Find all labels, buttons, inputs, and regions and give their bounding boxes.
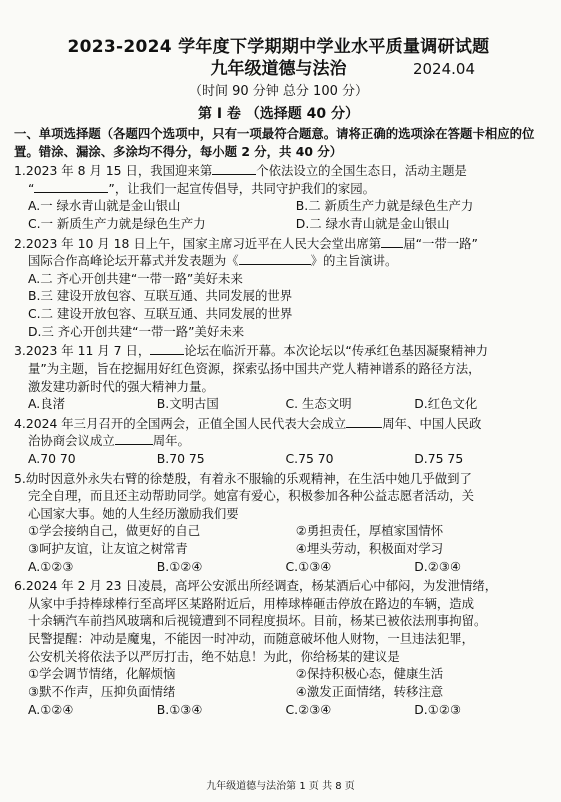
part-title: 第 Ⅰ 卷 （选择题 40 分）: [197, 106, 360, 122]
statement-4: ④埋头劳动，积极面对学习: [295, 541, 444, 557]
question-4: [14, 415, 543, 468]
option-row: [14, 450, 543, 468]
option-d: D.①②③: [414, 701, 462, 717]
question-stem: 公安机关将依法予以严厉打击，绝不姑息！为此，你给杨某的建议是: [28, 648, 400, 664]
option-d: D.红色文化: [414, 396, 478, 412]
option-row: [14, 701, 543, 719]
statement-row: [14, 540, 543, 558]
option-a: A.一 绿水青山就是金山银山: [28, 198, 181, 214]
option-a: A.二 齐心开创共建“一带一路”美好未来: [28, 270, 243, 286]
option-a: A.①②④: [28, 701, 74, 717]
option-row: [14, 215, 543, 233]
option-d: D.②③④: [414, 558, 462, 574]
time-info: （时间 90 分钟 总分 100 分）: [188, 84, 369, 99]
option-b: B.①②④: [156, 558, 203, 574]
option-b: B.三 建设开放包容、互联互通、共同发展的世界: [28, 288, 293, 304]
statement-1: ①学会调节情绪，化解烦恼: [28, 666, 176, 682]
question-stem: 激发建功新时代的强大精神力量。: [28, 378, 214, 394]
statement-row: [14, 683, 543, 701]
question-stem: 国际合作高峰论坛开幕式并发表题为《 》的主旨演讲。: [28, 253, 398, 269]
option-c: C. 生态文明: [285, 396, 352, 412]
option-a: A.70 70: [28, 450, 76, 466]
question-6: [14, 577, 543, 718]
question-1: [14, 162, 543, 232]
option-row: [14, 558, 543, 576]
statement-1: ①学会接纳自己，做更好的自己: [28, 523, 201, 539]
option-d: D.三 齐心开创共建“一带一路”美好未来: [28, 323, 245, 339]
question-stem: 1.2023 年 8 月 15 日，我国迎来第 个依法设立的全国生态日，活动主题是: [14, 163, 467, 179]
statement-2: ②保持积极心态，健康生活: [295, 666, 444, 682]
option-c: C.75 70: [285, 450, 334, 466]
exam-title: 2023-2024 学年度下学期期中学业水平质量调研试题: [67, 37, 490, 57]
option-c: C.一 新质生产力就是绿色生产力: [28, 216, 206, 232]
question-stem: 治协商会议成立 周年。: [28, 433, 190, 449]
question-stem: 4.2024 年三月召开的全国两会，正值全国人民代表大会成立 周年、中国人民政: [14, 415, 482, 431]
option-c: C.二 建设开放包容、互联互通、共同发展的世界: [28, 306, 293, 322]
question-stem: 完全自理，而且还主动帮助同学。她富有爱心，积极参加各种公益志愿者活动，关: [28, 488, 475, 504]
option-d: D.二 绿水青山就是金山银山: [295, 216, 450, 232]
subject-name: 九年级道德与法治: [210, 59, 347, 79]
question-3: [14, 342, 543, 412]
exam-date: 2024.04: [412, 60, 475, 78]
statement-3: ③呵护友谊，让友谊之树常青: [28, 541, 188, 557]
option-b: B.70 75: [156, 450, 205, 466]
question-stem: 6.2024 年 2 月 23 日凌晨，高坪公安派出所经调查，杨某酒后心中郁闷，为发泄情绪，: [14, 578, 498, 594]
question-stem: 十余辆汽车前挡风玻璃和后视镜遭到不同程度损坏。目前，杨某已被依法刑事拘留。: [28, 613, 487, 629]
question-5: [14, 470, 543, 576]
option-d: D.75 75: [414, 450, 464, 466]
statement-row: [14, 522, 543, 540]
option-c: C.①③④: [285, 558, 332, 574]
question-stem: 2.2023 年 10 月 18 日上午，国家主席习近平在人民大会堂出席第 届“一带一路”: [14, 235, 478, 251]
option-b: B.二 新质生产力就是绿色生产力: [295, 198, 474, 214]
section-heading: 一、单项选择题（各题四个选项中，只有一项最符合题意。请将正确的选项涂在答题卡相应的位置。错涂、漏涂、多涂均不得分，每小题 2 分，共 40 分）: [14, 126, 535, 159]
option-row: [14, 395, 543, 413]
option-a: A.①②③: [28, 558, 74, 574]
question-stem: 3.2023 年 11 月 7 日， 论坛在临沂开幕。本次论坛以“传承红色基因凝聚精神力: [14, 343, 489, 359]
option-b: B.文明古国: [156, 396, 219, 412]
statement-row: [14, 665, 543, 683]
option-b: B.①③④: [156, 701, 203, 717]
subject-title: [14, 58, 543, 81]
question-stem: 量”为主题，旨在挖掘用好红色资源，探索弘扬中国共产党人精神谱系的路径方法，: [28, 360, 481, 376]
question-stem: “ ”，让我们一起宣传倡导，共同守护我们的家园。: [28, 180, 376, 196]
question-stem: 5.幼时因意外永失右臂的徐楚殷，有着永不服输的乐观精神，在生活中她几乎做到了: [14, 470, 472, 486]
statement-4: ④激发正面情绪，转移注意: [295, 683, 444, 699]
option-c: C.②③④: [285, 701, 332, 717]
question-2: [14, 235, 543, 341]
question-stem: 心国家大事。她的人生经历激励我们要: [28, 505, 239, 521]
statement-3: ③默不作声，压抑负面情绪: [28, 683, 176, 699]
option-a: A.良渚: [28, 396, 65, 412]
question-stem: 从家中手持棒球棒行至高坪区某路附近后，用棒球棒砸击停放在路边的车辆，造成: [28, 595, 475, 611]
statement-2: ②勇担责任，厚植家国情怀: [295, 523, 444, 539]
page-footer: 九年级道德与法治第 1 页 共 8 页: [206, 780, 355, 792]
option-row: [14, 197, 543, 215]
question-stem: 民警提醒：冲动是魔鬼，不能因一时冲动，而随意破坏他人财物，一旦违法犯罪，: [28, 631, 475, 647]
